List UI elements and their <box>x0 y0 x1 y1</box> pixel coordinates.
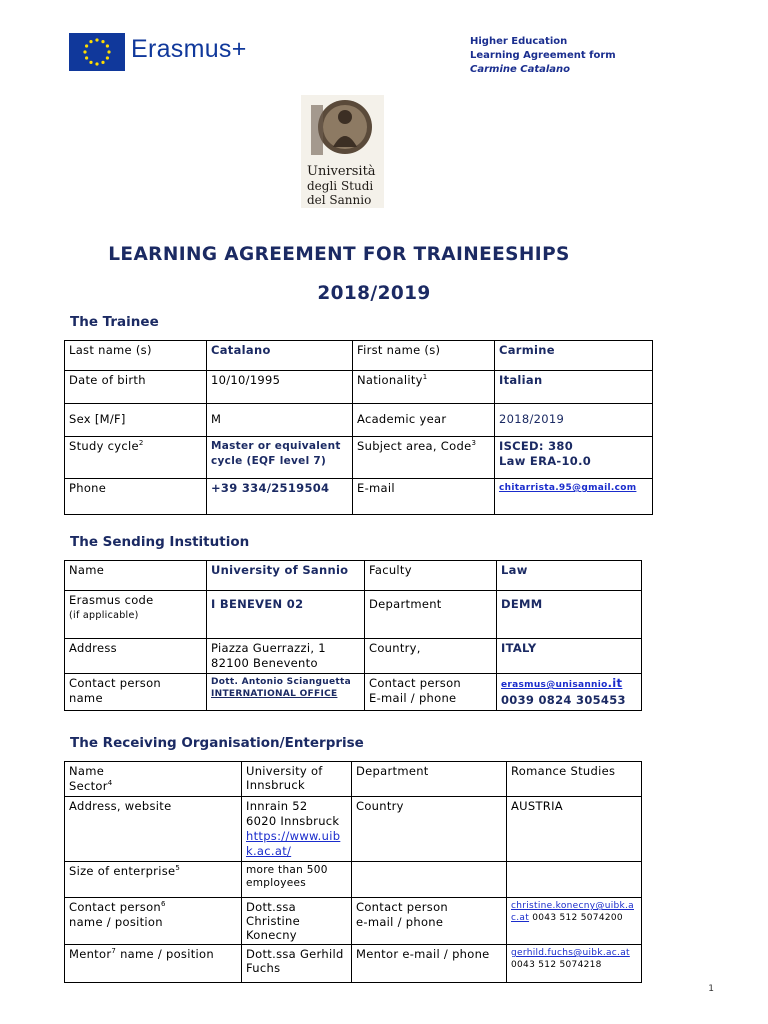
cell-label: Sex [M/F] <box>65 404 207 437</box>
department-value: DEMM <box>497 591 642 639</box>
cell-label: Phone <box>65 479 207 515</box>
cell-label: Last name (s) <box>65 341 207 371</box>
contact-name-value: Dott. Antonio Scianguetta INTERNATIONAL OFFICE <box>207 674 365 711</box>
footnote-ref: 1 <box>422 373 428 382</box>
footnote-ref: 2 <box>138 439 144 448</box>
document-title: LEARNING AGREEMENT FOR TRAINEESHIPS <box>108 244 570 265</box>
footnote-ref: 5 <box>175 864 181 873</box>
table-row <box>65 639 642 674</box>
cell-label: Mentor e-mail / phone <box>352 945 507 983</box>
cell-label: Country <box>352 797 507 862</box>
cell-label: Department <box>365 591 497 639</box>
cell-label: Name <box>65 561 207 591</box>
page-number: 1 <box>708 984 714 994</box>
cell-label: Faculty <box>365 561 497 591</box>
sex-value: M <box>207 404 353 437</box>
contact-email-phone-value: erasmus@unisannio.it 0039 0824 305453 <box>497 674 642 711</box>
table-row <box>65 341 653 371</box>
header-line-1: Higher Education <box>470 36 568 47</box>
cell-label: Mentor$^7$ name / position <box>65 945 242 983</box>
cell-label: Name Sector$^4$ <box>65 762 242 797</box>
erasmus-code-value: I BENEVEN 02 <box>207 591 365 639</box>
contact-email-link[interactable]: erasmus@unisannio <box>501 680 608 690</box>
svg-text:degli Studi: degli Studi <box>307 179 374 193</box>
last-name-value: Catalano <box>207 341 353 371</box>
phone-value: +39 334/2519504 <box>207 479 353 515</box>
cell-label: Size of enterprise$^5$ <box>65 862 242 898</box>
table-row <box>65 898 642 945</box>
contact-email-phone-value: christine.konecny@uibk.ac.at 0043 512 5074200 <box>507 898 642 945</box>
website-link[interactable]: https://www.uibk.ac.at/ <box>246 829 341 858</box>
erasmus-logo <box>69 33 259 73</box>
empty-cell <box>507 862 642 898</box>
nationality-value: Italian <box>495 371 653 404</box>
organisation-name-value: University of Innsbruck <box>242 762 352 797</box>
mentor-email-link[interactable]: gerhild.fuchs@uibk.ac.at <box>511 948 630 958</box>
cell-label: Subject area, Code$^3$ <box>353 437 495 479</box>
cell-label: Date of birth <box>65 371 207 404</box>
cell-label: Academic year <box>353 404 495 437</box>
footnote-ref: 6 <box>161 900 166 909</box>
cell-label: Contact person e-mail / phone <box>352 898 507 945</box>
university-seal-logo <box>301 95 384 208</box>
document-year: 2018/2019 <box>317 283 431 304</box>
subject-area-value: ISCED: 380 Law ERA-10.0 <box>495 437 653 479</box>
section-sending-heading: The Sending Institution <box>70 534 250 550</box>
mentor-email-phone-value: gerhild.fuchs@uibk.ac.at 0043 512 5074218 <box>507 945 642 983</box>
table-row <box>65 404 653 437</box>
academic-year-value: 2018/2019 <box>495 404 653 437</box>
section-trainee-heading: The Trainee <box>70 314 159 330</box>
svg-text:del Sannio: del Sannio <box>307 193 372 207</box>
table-row <box>65 945 642 983</box>
country-value: ITALY <box>497 639 642 674</box>
cell-label: Department <box>352 762 507 797</box>
cell-label: First name (s) <box>353 341 495 371</box>
contact-name-value: Dott.ssa Christine Konecny <box>242 898 352 945</box>
svg-text:Università: Università <box>307 164 376 179</box>
cell-label: Nationality$^1$ <box>353 371 495 404</box>
mentor-name-value: Dott.ssa Gerhild Fuchs <box>242 945 352 983</box>
sending-table <box>64 560 642 711</box>
trainee-table <box>64 340 653 515</box>
cell-label: Country, <box>365 639 497 674</box>
cell-label: Address <box>65 639 207 674</box>
footnote-ref: 3 <box>471 439 477 448</box>
footnote-ref: 4 <box>107 779 113 788</box>
email-link[interactable]: chitarrista.95@gmail.com <box>495 479 653 515</box>
footnote-ref: 7 <box>111 947 117 956</box>
cell-label: Erasmus code (if applicable) <box>65 591 207 639</box>
institution-name-value: University of Sannio <box>207 561 365 591</box>
cell-label: Study cycle$^2$ <box>65 437 207 479</box>
cell-label: Contact person$^6$ name / position <box>65 898 242 945</box>
header-line-3: Carmine Catalano <box>470 64 571 75</box>
receiving-table <box>64 761 642 983</box>
department-value: Romance Studies <box>507 762 642 797</box>
section-receiving-heading: The Receiving Organisation/Enterprise <box>70 735 364 751</box>
table-row <box>65 674 642 711</box>
cell-label: E-mail <box>353 479 495 515</box>
code-note: (if applicable) <box>69 610 139 621</box>
table-row <box>65 371 653 404</box>
cell-label: Address, website <box>65 797 242 862</box>
table-row <box>65 479 653 515</box>
contact-email-link[interactable]: christine.konecny@uibk.ac.at <box>511 901 634 923</box>
study-cycle-value: Master or equivalent cycle (EQF level 7) <box>207 437 353 479</box>
address-value: Piazza Guerrazzi, 1 82100 Benevento <box>207 639 365 674</box>
table-row <box>65 437 653 479</box>
table-row <box>65 591 642 639</box>
table-row <box>65 862 642 898</box>
table-row <box>65 561 642 591</box>
eu-flag-icon <box>69 33 125 71</box>
first-name-value: Carmine <box>495 341 653 371</box>
table-row <box>65 762 642 797</box>
cell-label: Contact person name <box>65 674 207 711</box>
brand-name: Erasmus+ <box>131 35 247 63</box>
size-value: more than 500 employees <box>242 862 352 898</box>
address-value: Innrain 52 6020 Innsbruck https://www.uibk.ac.at/ <box>242 797 352 862</box>
country-value: AUSTRIA <box>507 797 642 862</box>
dob-value: 10/10/1995 <box>207 371 353 404</box>
cell-label: Contact person E-mail / phone <box>365 674 497 711</box>
faculty-value: Law <box>497 561 642 591</box>
table-row <box>65 797 642 862</box>
empty-cell <box>352 862 507 898</box>
header-line-2: Learning Agreement form <box>470 50 616 61</box>
header-info <box>470 35 616 77</box>
